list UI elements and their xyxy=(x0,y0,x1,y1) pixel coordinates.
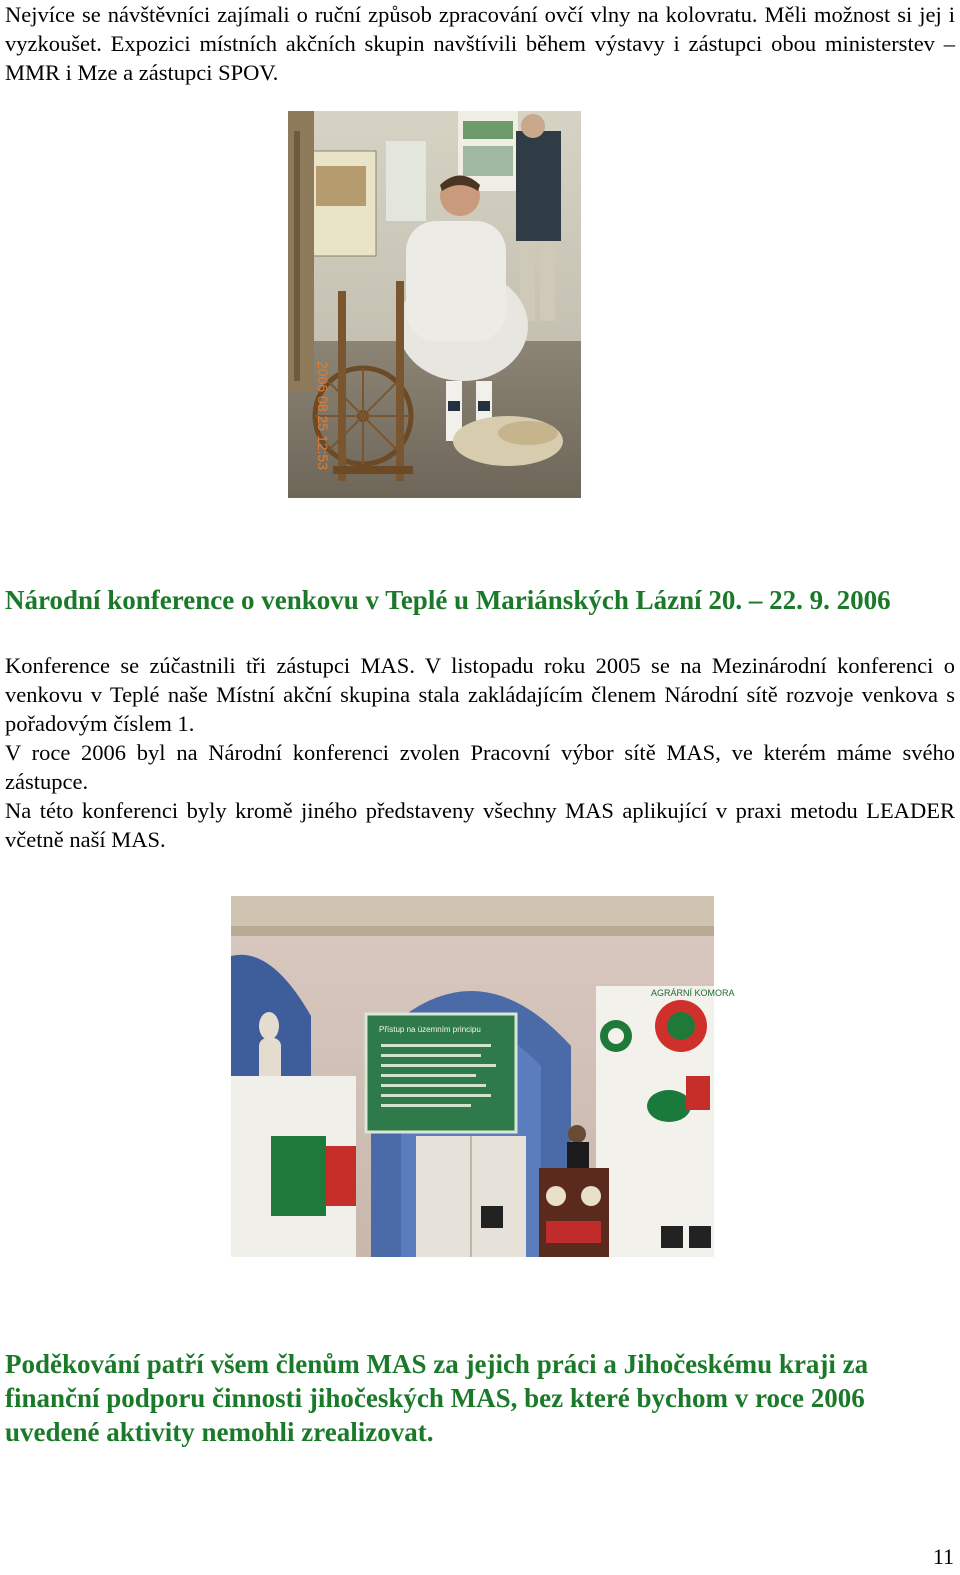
section-heading: Národní konference o venkovu v Teplé u Mariánských Lázní 20. – 22. 9. 2006 xyxy=(5,585,891,615)
photo-date-stamp: 2006 08 25 12:53 xyxy=(315,361,331,470)
photo-spinning-wheel xyxy=(288,111,581,498)
intro-paragraph: Nejvíce se návštěvníci zajímali o ruční způsob zpracování ovčí vlny na kolovratu. Měli možnost si jej i vyzkoušet. Expozici místních akčních skupin navštívili během výstavy i zástupci obou ministerstev – MMR i Mze a zástupci SPOV. xyxy=(5,2,955,85)
thanks-paragraph: Poděkování patří všem členům MAS za jejich práci a Jihočeskému kraji za finanční podporu činnosti jihočeských MAS, bez které bychom v roce 2006 uvedené aktivity nemohli zrealizovat. xyxy=(5,1349,869,1447)
page-number: 11 xyxy=(932,1544,954,1569)
banner-text: AGRÁRNÍ KOMORA xyxy=(651,988,735,998)
section-paragraph-1: Konference se zúčastnili tři zástupci MAS. V listopadu roku 2005 se na Mezinárodní konferenci o venkovu v Teplé naše Místní akční skupina stala zakládajícím členem Národní sítě rozvoje venkova s pořadovým číslem 1. xyxy=(5,653,955,736)
screen-title: Přístup na územním principu xyxy=(379,1025,481,1034)
photo-conference-hall xyxy=(231,896,735,1257)
section-paragraph-3: Na této konferenci byly kromě jiného představeny všechny MAS aplikující v praxi metodu LEADER včetně naší MAS. xyxy=(5,798,955,852)
section-paragraph-2: V roce 2006 byl na Národní konferenci zvolen Pracovní výbor sítě MAS, ve kterém máme svého zástupce. xyxy=(5,740,955,794)
